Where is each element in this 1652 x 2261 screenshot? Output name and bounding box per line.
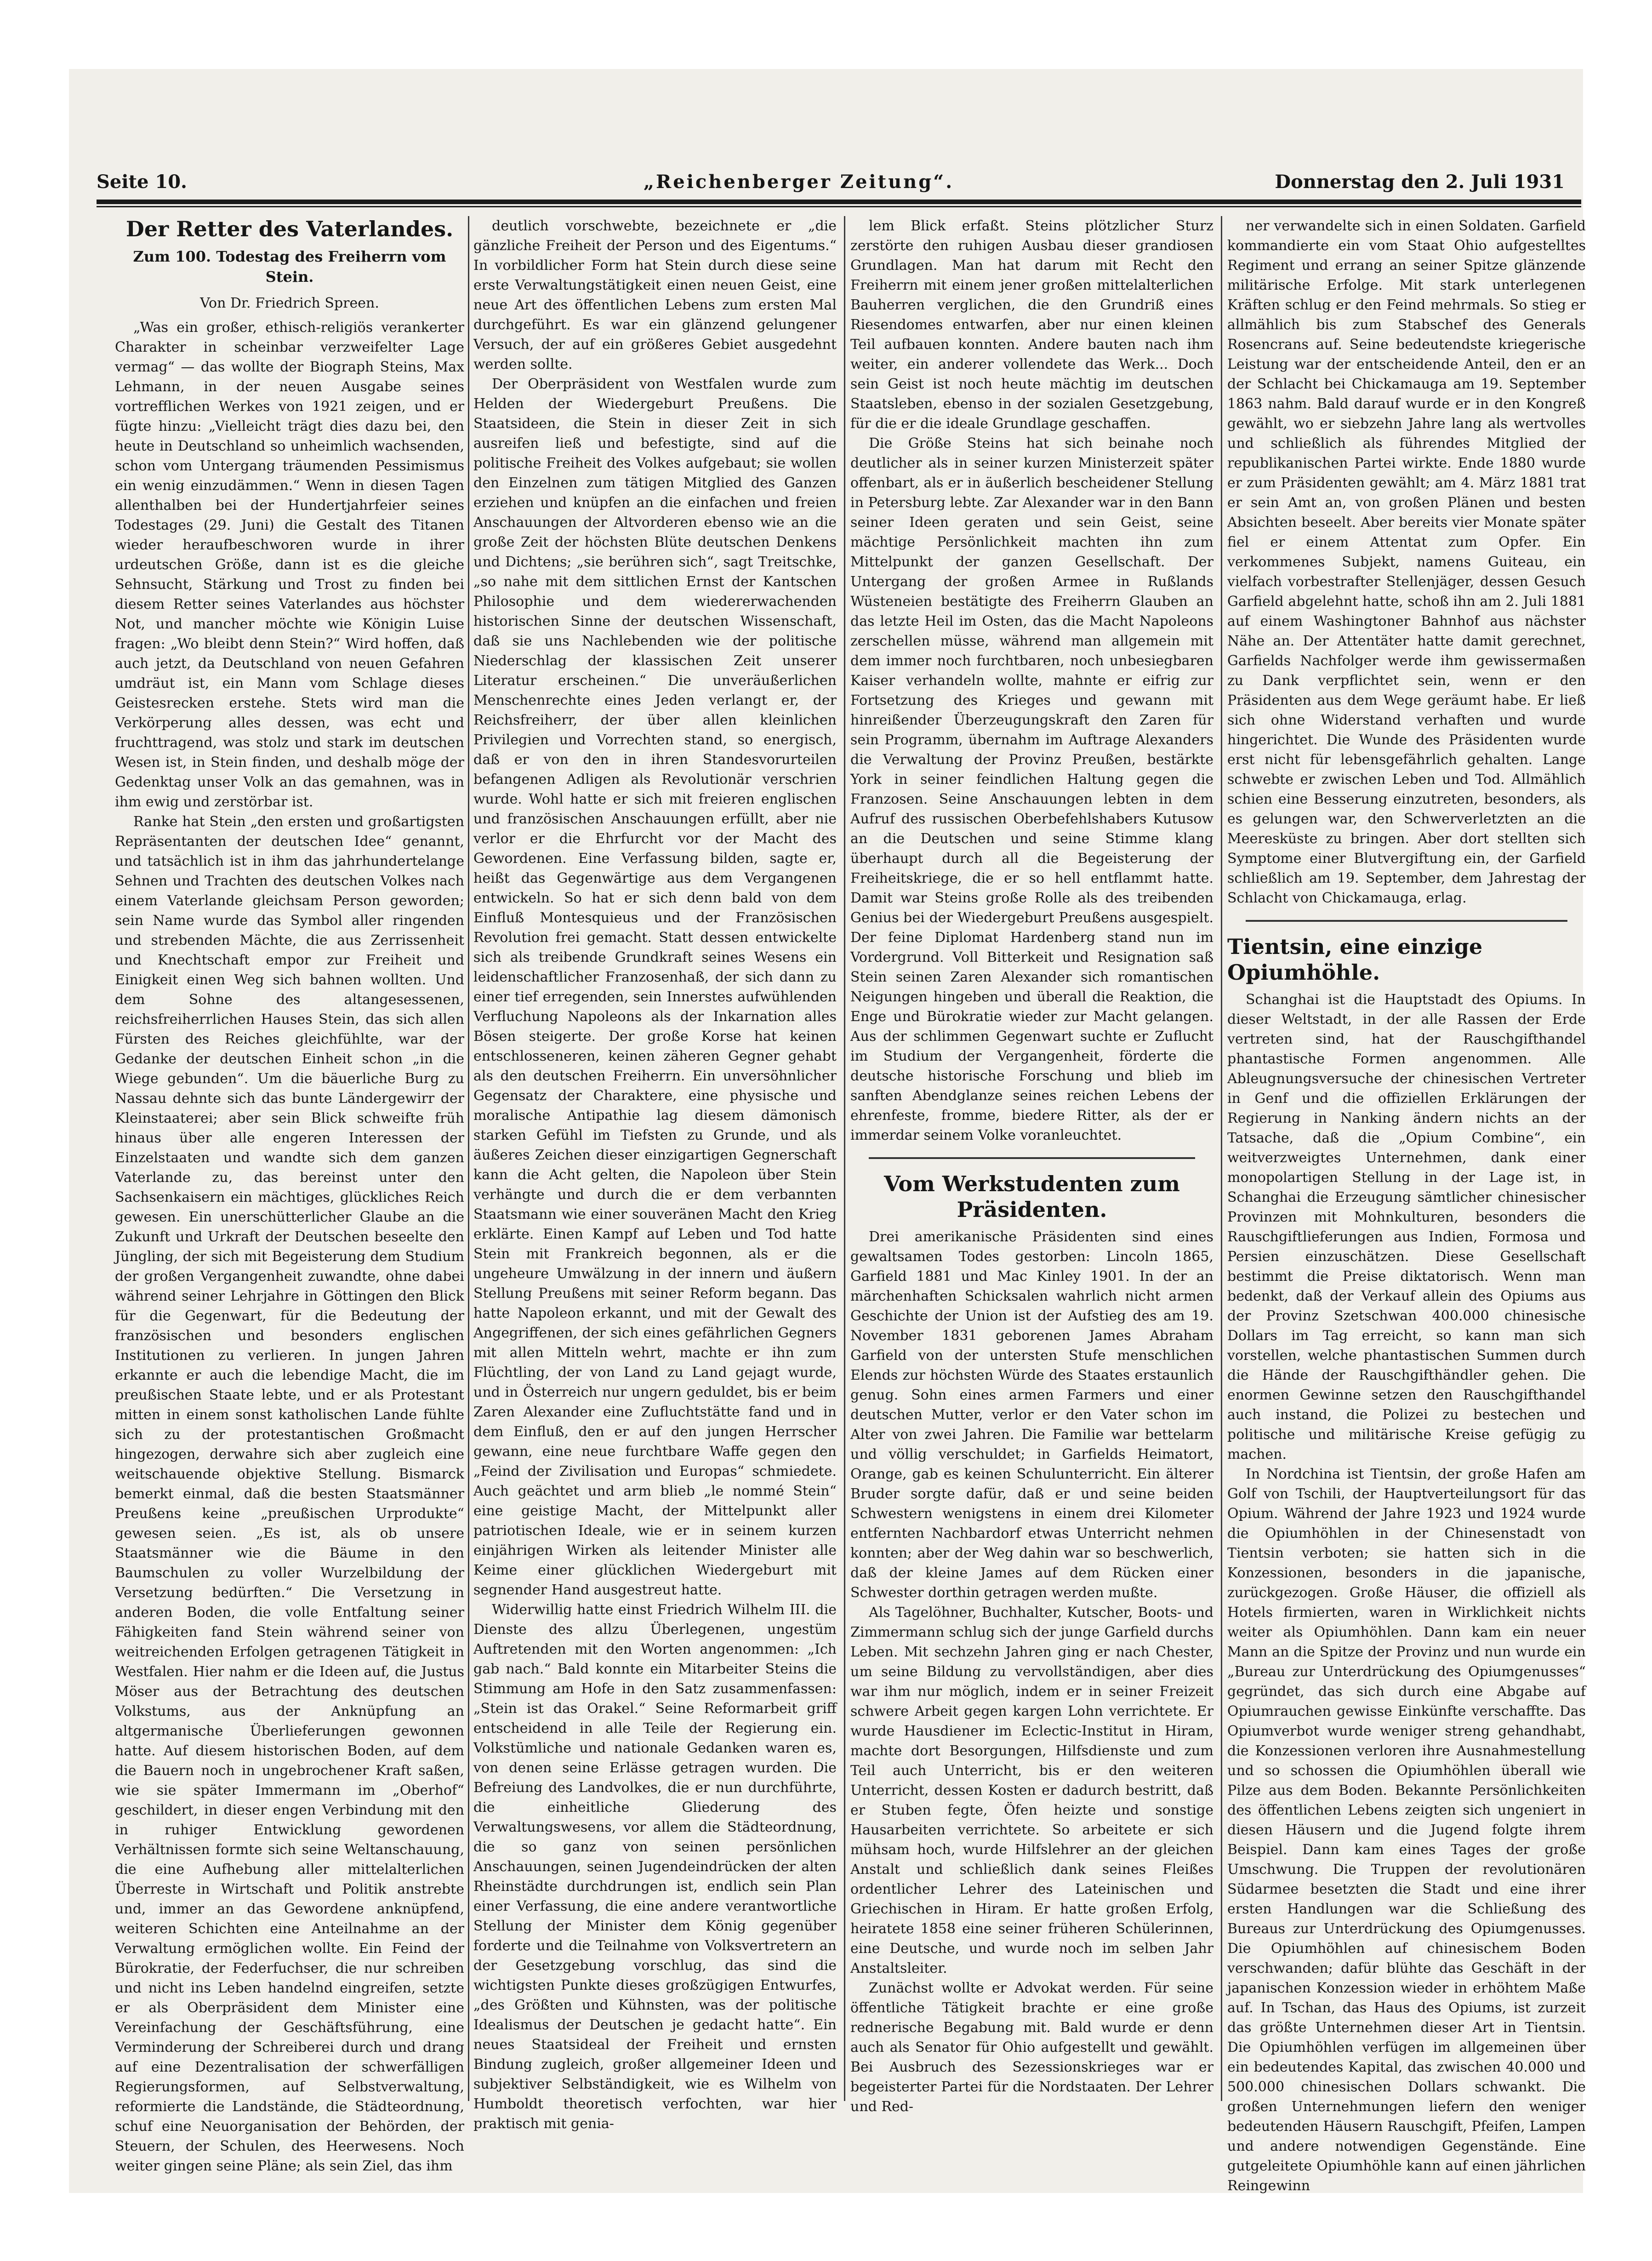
column-1 <box>115 216 464 2174</box>
article-subtitle: Zum 100. Todestag des Freiherrn vom Stein. <box>133 248 446 285</box>
paragraph: Als Tagelöhner, Buchhalter, Kutscher, Boots- und Zimmermann schlug sich der junge Garfield durchs Leben. Mit sechzehn Jahren ging er nach Chester, um seine Bildung zu vervollständigen, aber dies war ihm nur möglich, indem er in seiner Freizeit schwere Arbeit gegen kargen Lohn verrichtete. Er wurde Hausdiener im Eclectic-Institut in Hiram, machte dort Besorgungen, Hilfsdienste und zum Teil auch Unterricht, bis er den weiteren Unterricht, dessen Kosten er dadurch bestritt, daß er Stuben fegte, Öfen heizte und sonstige Hausarbeiten verrichtete. So arbeitete er sich mühsam hoch, wurde Hilfslehrer an der gleichen Anstalt und schließlich dank seines Fleißes ordentlicher Lehrer des Lateinischen und Griechischen in Hiram. Er hatte großen Erfolg, heiratete 1858 eine seiner früheren Schülerinnen, eine Deutsche, und wurde noch im selben Jahr Anstaltsleiter. <box>850 1604 1213 1976</box>
page-number: Seite 10. <box>97 171 187 193</box>
column-4 <box>1227 216 1586 2194</box>
header-rule-thin <box>97 206 1581 207</box>
article-separator <box>869 1157 1195 1159</box>
column-2 <box>473 216 837 2132</box>
article-title: Tientsin, eine einzige Opiumhöhle. <box>1227 934 1483 985</box>
paragraph: „Was ein großer, ethisch-religiös verankerter Charakter in scheinbar verzweifelter Lage vermag“ — das wollte der Biograph Steins, Max Lehmann, in der neuen Ausgabe seines vortrefflichen Werkes von 1921 zeigen, und er fügte hinzu: „Vielleicht trägt dies dazu bei, den heute in Deutschland so unheimlich wachsenden, schon vom Untergang träumenden Pessimismus ein wenig einzudämmen.“ Wenn in diesen Tagen allenthalben bei der Hundertjahrfeier seines Todestages (29. Juni) die Gestalt des Titanen wieder heraufbeschworen wurde in ihrer urdeutschen Größe, dann ist es die gleiche Sehnsucht, Stärkung und Trost zu finden bei diesem Retter seines Vaterlandes aus höchster Not, und mancher möchte wie Königin Luise fragen: „Wo bleibt denn Stein?“ Wird hoffen, daß auch jetzt, da Deutschland von neuen Gefahren umdräut ist, ein Mann vom Schlage dieses Geistesrecken erstehe. Stets wird man die Verkörperung alles dessen, was echt und fruchttragend, was stolz und stark im deutschen Wesen ist, in Stein finden, und deshalb möge der Gedenktag unser Volk an das gemahnen, was in ihm ewig und zerstörbar ist. <box>115 320 464 810</box>
column-3 <box>850 216 1213 2115</box>
paragraph: Schanghai ist die Hauptstadt des Opiums. In dieser Weltstadt, in der alle Rassen der Erde vertreten sind, hat der Rauschgifthandel phantastische Formen angenommen. Alle Ableugnungsversuche der chinesischen Vertreter in Genf und die offiziellen Erklärungen der Regierung in Nanking ändern nichts an der Tatsache, daß die „Opium Combine“, ein weitverzweigtes Unternehmen, dank einer monopolartigen Stellung in der Lage ist, in Schanghai die Erzeugung sämtlicher chinesischer Provinzen mit Mohnkulturen, besonders die Rauschgiftlieferungen aus Indien, Formosa und Persien einzuschätzen. Diese Gesellschaft bestimmt die Preise diktatorisch. Wenn man bedenkt, daß der Verkauf allein des Opiums aus der Provinz Szetschwan 400.000 chinesische Dollars im Tag erreicht, so kann man sich vorstellen, welche phantastischen Summen durch die Hände der Rauschgifthändler gehen. Die enormen Gewinne setzen den Rauschgifthandel auch instand, die Polizei zu bestechen und politische und militärische Kreise gefügig zu machen. <box>1227 992 1586 1462</box>
newspaper-name: „Reichenberger Zeitung“. <box>644 171 954 193</box>
header-rule <box>97 200 1581 204</box>
article-title: Vom Werkstudenten zum Präsidenten. <box>884 1171 1180 1222</box>
column-divider <box>844 216 845 2101</box>
paragraph: deutlich vorschwebte, bezeichnete er „die gänzliche Freiheit der Person und des Eigentums.“ In vorbildlicher Form hat Stein durch diese seine erste Verwaltungstätigkeit einen neuen Geist, eine neue Art des öffentlichen Lebens zum ersten Mal durchgeführt. Es war ein glänzend gelungener Versuch, der auf ein größeres Gebiet ausgedehnt werden sollte. <box>473 218 837 372</box>
paragraph: Zunächst wollte er Advokat werden. Für seine öffentliche Tätigkeit brachte er eine große rednerische Begabung mit. Bald wurde er denn auch als Senator für Ohio aufgestellt und gewählt. Bei Ausbruch des Sezessionskrieges war er begeisterter Partei für die Nordstaaten. Der Lehrer und Red- <box>850 1980 1213 2115</box>
paragraph: Ranke hat Stein „den ersten und großartigsten Repräsentanten der deutschen Idee“ genannt, und tatsächlich ist in ihm das jahrhundertelange Sehnen und Trachten des deutschen Volkes nach einem Vaterlande gleichsam Person geworden; sein Name wurde das Symbol aller ringenden und strebenden Mächte, die aus Zerrissenheit und Knechtschaft empor zur Freiheit und Einigkeit einen Weg sich bahnen wollten. Und dem Sohne des altangesessenen, reichsfreiherrlichen Hauses Stein, das sich allen Fürsten des Reiches gleichfühlte, war der Gedanke der deutschen Einheit schon „in die Wiege gebunden“. Um die bäuerliche Burg zu Nassau dehnte sich das bunte Ländergewirr der Kleinstaaterei; aber sein Blick schweifte früh hinaus über alle engeren Interessen der Einzelstaaten und wandte sich dem ganzen Vaterlande zu, das bereinst unter den Sachsenkaisern ein mächtiges, glückliches Reich gewesen. Ein unerschütterlicher Glaube an die Zukunft und Urkraft der Deutschen beseelte den Jüngling, der sich mit Begeisterung dem Studium der großen Vergangenheit zuwandte, ohne dabei während seiner Lehrjahre in Göttingen den Blick für die Gegenwart, für die Bedeutung der französischen und besonders englischen Institutionen zu verlieren. In jungen Jahren erkannte er auch die lebendige Macht, die im preußischen Staate lebte, und er als Protestant mitten in einem sonst katholischen Lande fühlte sich zu der protestantischen Großmacht hingezogen, derwahre sich aber zugleich eine weitschauende objektive Stellung. Bismarck bemerkt einmal, daß die besten Staatsmänner Preußens keine „preußischen Urprodukte“ gewesen seien. „Es ist, als ob unsere Staatsmänner wie die Bäume in den Baumschulen zu voller Wurzelbildung der Versetzung bedürften.“ Die Versetzung in anderen Boden, die volle Entfaltung seiner Fähigkeiten fand Stein während seiner von weitreichenden Erfolgen getragenen Tätigkeit in Westfalen. Hier nahm er die Ideen auf, die Justus Möser aus der Betrachtung des deutschen Volkstums, aus der Anknüpfung an altgermanische Überlieferungen gewonnen hatte. Auf diesem historischen Boden, auf dem die Bauern noch in ungebrochener Kraft saßen, wie sie später Immermann im „Oberhof“ geschildert, in dieser engen Verbindung mit den in ruhiger Entwicklung gewordenen Verhältnissen formte sich seine Weltanschauung, die eine Aufhebung aller mittelalterlichen Überreste in Wirtschaft und Politik anstrebte und, immer an das Gewordene anknüpfend, weiteren Schichten eine Anteilnahme an der Verwaltung ermöglichen wollte. Ein Feind der Bürokratie, der Federfuchser, die nur schreiben und nicht ins Leben handelnd eingreifen, setzte er als Oberpräsident dem Minister eine Vereinfachung der Geschäftsführung, eine Verminderung der Schreiberei durch und drang auf eine Dezentralisation der schwerfälligen Regierungsformen, auf Selbstverwaltung, reformierte die Landstände, die Städteordnung, schuf eine Neuorganisation der Behörden, der Steuern, der Schulen, des Heerwesens. Noch weiter gingen seine Pläne; als sein Ziel, das ihm <box>115 814 464 2174</box>
scan-margin <box>0 0 69 2261</box>
article-title: Der Retter des Vaterlandes. <box>125 217 454 241</box>
paragraph: Der Oberpräsident von Westfalen wurde zum Helden der Wiedergeburt Preußens. Die Staatsideen, die Stein in dieser Zeit in sich ausreifen ließ und befestigte, sind auf die politische Freiheit des Volkes aufgebaut; sie wollen den Einzelnen zum tätigen Mitglied des Ganzen erziehen und knüpfen an die einfachen und freien Anschauungen der Altvorderen ebenso wie an die große Zeit der höchsten Blüte deutschen Denkens und Dichtens; „sie berühren sich“, sagt Treitschke, „so nahe mit dem sittlichen Ernst der Kantschen Philosophie und dem wiedererwachenden historischen Sinne der deutschen Wissenschaft, daß sie uns Nachlebenden wie der politische Niederschlag der klassischen Zeit unserer Literatur erscheinen.“ Die unveräußerlichen Menschenrechte eines Jeden verlangt er, der Reichsfreiherr, der über allen kleinlichen Privilegien und Vorrechten stand, so energisch, daß er von den in ihren Standesvorurteilen befangenen Adligen als Revolutionär verschrien wurde. Wohl hatte er sich mit freieren englischen und französischen Anschauungen erfüllt, aber nie verlor er die Ehrfurcht vor der Macht des Gewordenen. Eine Verfassung bilden, sagte er, heißt das Gegenwärtige aus dem Vergangenen entwickeln. So hat er sich denn bald von dem Einfluß Montesquieus und der Französischen Revolution frei gemacht. Statt dessen entwickelte sich als treibende Grundkraft seines Wesens ein leidenschaftlicher Franzosenhaß, der sich dann zu einer tief erregenden, sein Innerstes aufwühlenden Verfluchung Napoleons als der Inkarnation alles Bösen steigerte. Der große Korse hat keinen entschlosseneren, keinen zäheren Gegner gehabt als den deutschen Freiherrn. Ein unversöhnlicher Gegensatz der Charaktere, eine physische und moralische Antipathie lag diesem dämonisch starken Gefühl im Tiefsten zu Grunde, und als äußeres Zeichen dieser einzigartigen Gegnerschaft kann die Acht gelten, die Napoleon über Stein verhängte und durch die er dem verbannten Staatsmann wie einer souveränen Macht den Krieg erklärte. Einen Kampf auf Leben und Tod hatte Stein mit Frankreich begonnen, als er die ungeheure Umwälzung in der innern und äußern Stellung Preußens mit seiner Reform begann. Das hatte Napoleon erkannt, und mit der Gewalt des Angegriffenen, der sich eines gefährlichen Gegners mit allen Mitteln wehrt, machte er ihn zum Flüchtling, der von Land zu Land gejagt wurde, und in Österreich nur ungern geduldet, bis er beim Zaren Alexander eine Zufluchtstätte fand und in dem Einfluß, den er auf den jungen Herrscher gewann, eine neue furchtbare Waffe gegen den „Feind der Zivilisation und Europas“ schmiedete. Auch geächtet und arm blieb „le nommé Stein“ eine geistige Macht, der Mittelpunkt aller patriotischen Ideale, wie er in seinem kurzen einjährigen Wirken als leitender Minister alle Keime einer glücklichen Wiedergeburt mit segnender Hand ausgestreut hatte. <box>473 376 837 1598</box>
paragraph: ner verwandelte sich in einen Soldaten. Garfield kommandierte ein vom Staat Ohio aufgestelltes Regiment und errang an seiner Spitze glänzende militärische Erfolge. Mit stark unterlegenen Kräften schlug er den Feind mehrmals. So stieg er allmählich bis zum Stabschef des Generals Rosencrans auf. Seine bedeutendste kriegerische Leistung war der entscheidende Anteil, den er an der Schlacht bei Chickamauga am 19. September 1863 nahm. Bald darauf wurde er in den Kongreß gewählt, wo er siebzehn Jahre lang als wertvolles und schließlich als führendes Mitglied der republikanischen Partei wirkte. Ende 1880 wurde er zum Präsidenten gewählt; am 4. März 1881 trat er sein Amt an, von großen Plänen und besten Absichten beseelt. Aber bereits vier Monate später fiel er einem Attentat zum Opfer. Ein verkommenes Subjekt, namens Guiteau, ein vielfach vorbestrafter Stellenjäger, dessen Gesuch Garfield abgelehnt hatte, schoß ihn am 2. Juli 1881 auf einem Washingtoner Bahnhof aus nächster Nähe an. Der Attentäter hatte damit gerechnet, Garfields Nachfolger werde ihm gewissermaßen zu Dank verpflichtet sein, wenn er den Präsidenten aus dem Wege geräumt habe. Er ließ sich ohne Widerstand verhaften und wurde hingerichtet. Die Wunde des Präsidenten wurde erst nicht für lebensgefährlich gehalten. Lange schwebte er zwischen Leben und Tod. Allmählich schien eine Besserung einzutreten, besonders, als es gelungen war, den Schwerverletzten an die Meeresküste zu bringen. Aber dort stellten sich Symptome einer Blutvergiftung ein, der Garfield schließlich am 19. September, dem Jahrestag der Schlacht von Chickamauga, erlag. <box>1227 218 1586 906</box>
paragraph: In Nordchina ist Tientsin, der große Hafen am Golf von Tschili, der Hauptverteilungsort für das Opium. Während der Jahre 1923 und 1924 wurde die Opiumhöhlen in der Chinesenstadt von Tientsin verboten; sie hatten sich in die Konzessionen, besonders in die japanische, zurückgezogen. Große Häuser, die offiziell als Hotels firmierten, waren in Wirklichkeit nichts weiter als Opiumhöhlen. Dann kam ein neuer Mann an die Spitze der Provinz und nun wurde ein „Bureau zur Unterdrückung des Opiumgenusses“ gegründet, das sich durch eine Abgabe auf Opiumrauchen gewisse Einkünfte verschaffte. Das Opiumverbot wurde weniger streng gehandhabt, die Konzessionen verloren ihre Ausnahmestellung und so schossen die Opiumhöhlen überall wie Pilze aus dem Boden. Bekannte Persönlichkeiten des öffentlichen Lebens zeigten sich ungeniert in diesen Häusern und die Jugend folgte ihrem Beispiel. Dann kam eines Tages der große Umschwung. Die Truppen der revolutionären Südarmee besetzten die Stadt und eine ihrer ersten Handlungen war die Schließung des Bureaus zur Unterdrückung des Opiumgenusses. Die Opiumhöhlen auf chinesischem Boden verschwanden; dafür blühte das Geschäft in der japanischen Konzession wieder in erhöhtem Maße auf. In Tschan, das Haus des Opiums, ist zurzeit das größte Unternehmen dieser Art in Tientsin. Die Opiumhöhlen verfügen im allgemeinen über ein bedeutendes Kapital, das zwischen 40.000 und 500.000 chinesischen Dollars schwankt. Die großen Unternehmungen liefern den weniger bedeutenden Häusern Rauschgift, Pfeifen, Lampen und andere notwendigen Gegenstände. Eine gutgeleitete Opiumhöhle kann auf einen jährlichen Reingewinn <box>1227 1466 1586 2194</box>
column-divider <box>1221 216 1222 2101</box>
issue-date: Donnerstag den 2. Juli 1931 <box>1275 171 1565 193</box>
paragraph: Die Größe Steins hat sich beinahe noch deutlicher als in seiner kurzen Ministerzeit später offenbart, als er in äußerlich bescheidener Stellung in Petersburg lebte. Zar Alexander war in den Bann seiner Ideen geraten und sein Geist, seine mächtige Persönlichkeit machten ihn zum Mittelpunkt der ganzen Gesellschaft. Der Untergang der großen Armee in Rußlands Wüsteneien bestätigte des Freiherrn Glauben an das letzte Heil im Osten, das die Macht Napoleons zerschellen müsse, während man allgemein mit dem immer noch furchtbaren, noch unbesiegbaren Kaiser verhandeln wollte, mahnte er eifrig zur Fortsetzung des Krieges und gewann mit hinreißender Überzeugungskraft den Zaren für sein Programm, übernahm im Auftrage Alexanders die Verwaltung der Provinz Preußen, bestärkte York in seiner feindlichen Haltung gegen die Franzosen. Seine Anschauungen lebten in dem Aufruf des russischen Oberbefehlshabers Kutusow an die Deutschen und seine Stimme klang überhaupt durch all die Begeisterung der Freiheitskriege, die er so hell entflammt hatte. Damit war Steins große Rolle als des treibenden Genius bei der Wiedergeburt Preußens ausgespielt. Der feine Diplomat Hardenberg stand nun im Vordergrund. Voll Bitterkeit und Resignation saß Stein seinen Zaren Alexander sich romantischen Neigungen hingeben und überall die Reaktion, die Enge und Bürokratie wieder zur Macht gelangen. Aus der schlimmen Gegenwart suchte er Zuflucht im Studium der Vergangenheit, förderte die deutsche historische Forschung und blieb im sanften Abendglanze seines reichen Lebens der ehrenfeste, fromme, biedere Ritter, als der er immerdar seinem Volke voranleuchtet. <box>850 435 1213 1143</box>
paragraph: lem Blick erfaßt. Steins plötzlicher Sturz zerstörte den ruhigen Ausbau dieser grandiosen Grundlagen. Man hat darum mit Recht den Freiherrn mit einem jener großen mittelalterlichen Bauherren verglichen, die den Grundriß eines Riesendomes entwarfen, aber nur einen kleinen Teil aufbauen konnten. Andere bauten nach ihm weiter, ein anderer vollendete das Werk... Doch sein Geist ist noch heute mächtig im deutschen Staatsleben, ebenso in der sozialen Gesetzgebung, für die er die ideale Grundlage geschaffen. <box>850 218 1213 432</box>
article-byline: Von Dr. Friedrich Spreen. <box>200 295 379 311</box>
column-divider <box>468 216 469 2101</box>
article-separator <box>1246 920 1567 922</box>
paragraph: Widerwillig hatte einst Friedrich Wilhelm III. die Dienste des allzu Überlegenen, ungestüm Auftretenden mit den Worten angenommen: „Ich gab nach.“ Bald konnte ein Mitarbeiter Steins die Stimmung am Hofe in den Satz zusammenfassen: „Stein ist das Orakel.“ Seine Reformarbeit griff entscheidend in alle Teile der Regierung ein. Volkstümliche und nationale Gedanken waren es, von denen seine Erlässe getragen wurden. Die Befreiung des Landvolkes, die er nun durchführte, die einheitliche Gliederung des Verwaltungswesens, vor allem die Städteordnung, die so ganz von seinen persönlichen Anschauungen, seinen Jugendeindrücken der alten Rheinstädte durchdrungen ist, endlich sein Plan einer Verfassung, die eine andere verantwortliche Stellung der Minister dem König gegenüber forderte und die Teilnahme von Volksvertretern an der Gesetzgebung vorschlug, das sind die wichtigsten Punkte dieses großzügigen Entwurfes, „des Größten und Kühnsten, was der politische Idealismus der Deutschen je gedacht hatte“. Ein neues Staatsideal der Freiheit und ernsten Bindung zugleich, großer allgemeiner Ideen und subjektiver Selbständigkeit, wie es Wilhelm von Humboldt theoretisch verfochten, war hier praktisch mit genia- <box>473 1602 837 2132</box>
page-header <box>69 166 1583 199</box>
paragraph: Drei amerikanische Präsidenten sind eines gewaltsamen Todes gestorben: Lincoln 1865, Garfield 1881 und Mac Kinley 1901. In der an märchenhaften Schicksalen wahrlich nicht armen Geschichte der Union ist der Aufstieg des am 19. November 1831 geborenen James Abraham Garfield von der untersten Stufe menschlichen Elends zur höchsten Würde des Staates erstaunlich genug. Sohn eines armen Farmers und einer deutschen Mutter, verlor er den Vater schon im Alter von zwei Jahren. Die Familie war bettelarm und völlig verschuldet; in Garfields Heimatort, Orange, gab es keinen Schulunterricht. Ein älterer Bruder sorgte dafür, daß er und seine beiden Schwestern wenigstens in einem drei Kilometer entfernten Nachbardorf etwas Unterricht nehmen konnten; aber der Weg dahin war so beschwerlich, daß der kleine James auf dem Rücken einer Schwester dorthin getragen werden mußte. <box>850 1229 1213 1601</box>
